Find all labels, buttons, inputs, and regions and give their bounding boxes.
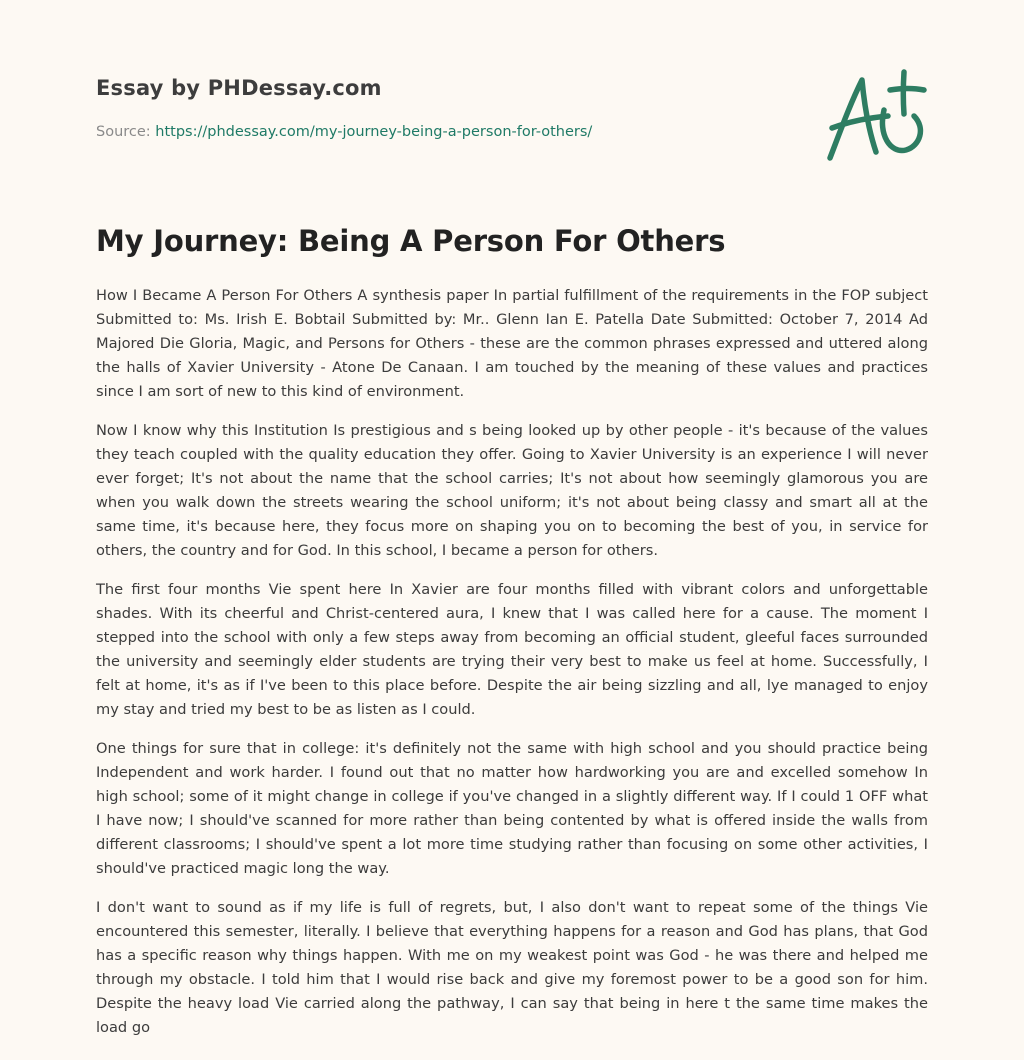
- essay-paragraph: How I Became A Person For Others A synthesis paper In partial fulfillment of the requirements in the FOP subject Submitted to: Ms. Irish E. Bobtail Submitted by: Mr.. Glenn Ian E. Patella Date Submitted: October 7, 2014 Ad Majored Die Gloria, Magic, and Persons for Others - these are the common phrases expressed and uttered along the halls of Xavier University - Atone De Canaan. I am touched by the meaning of these values and practices since I am sort of new to this kind of environment.: [96, 287, 928, 400]
- source-label: Source:: [96, 124, 151, 140]
- a-plus-grade-logo: [818, 66, 930, 166]
- essay-title: My Journey: Being A Person For Others: [96, 224, 726, 258]
- source-line: [96, 124, 592, 140]
- source-link[interactable]: https://phdessay.com/my-journey-being-a-person-for-others/: [155, 124, 593, 140]
- essay-paragraph: The first four months Vie spent here In Xavier are four months filled with vibrant colors and unforgettable shades. With its cheerful and Christ-centered aura, I knew that I was called here for a cause. The moment I stepped into the school with only a few steps away from becoming an official student, gleeful faces surrounded the university and seemingly elder students are trying their very best to make us feel at home. Successfully, I felt at home, it's as if I've been to this place before. Despite the air being sizzling and all, lye managed to enjoy my stay and tried my best to be as listen as I could.: [96, 581, 928, 718]
- essay-body: [96, 284, 928, 1055]
- site-brand: Essay by PHDessay.com: [96, 76, 382, 100]
- essay-paragraph: One things for sure that in college: it's definitely not the same with high school and you should practice being Independent and work harder. I found out that no matter how hardworking you are and excelled somehow In high school; some of it might change in college if you've changed in a slightly different way. If I could 1 OFF what I have now; I should've scanned for more rather than being contented by what is offered inside the walls from different classrooms; I should've spent a lot more time studying rather than focusing on some other activities, I should've practiced magic long the way.: [96, 740, 928, 877]
- essay-paragraph: I don't want to sound as if my life is full of regrets, but, I also don't want to repeat some of the things Vie encountered this semester, literally. I believe that everything happens for a reason and God has plans, that God has a specific reason why things happen. With me on my weakest point was God - he was there and helped me through my obstacle. I told him that I would rise back and give my foremost power to be a good son for him. Despite the heavy load Vie carried along the pathway, I can say that being in here t the same time makes the load go: [96, 899, 928, 1036]
- essay-paragraph: Now I know why this Institution Is prestigious and s being looked up by other people - it's because of the values they teach coupled with the quality education they offer. Going to Xavier University is an experience I will never ever forget; It's not about the name that the school carries; It's not about how seemingly glamorous you are when you walk down the streets wearing the school uniform; it's not about being classy and smart all at the same time, it's because here, they focus more on shaping you on to becoming the best of you, in service for others, the country and for God. In this school, I became a person for others.: [96, 422, 928, 559]
